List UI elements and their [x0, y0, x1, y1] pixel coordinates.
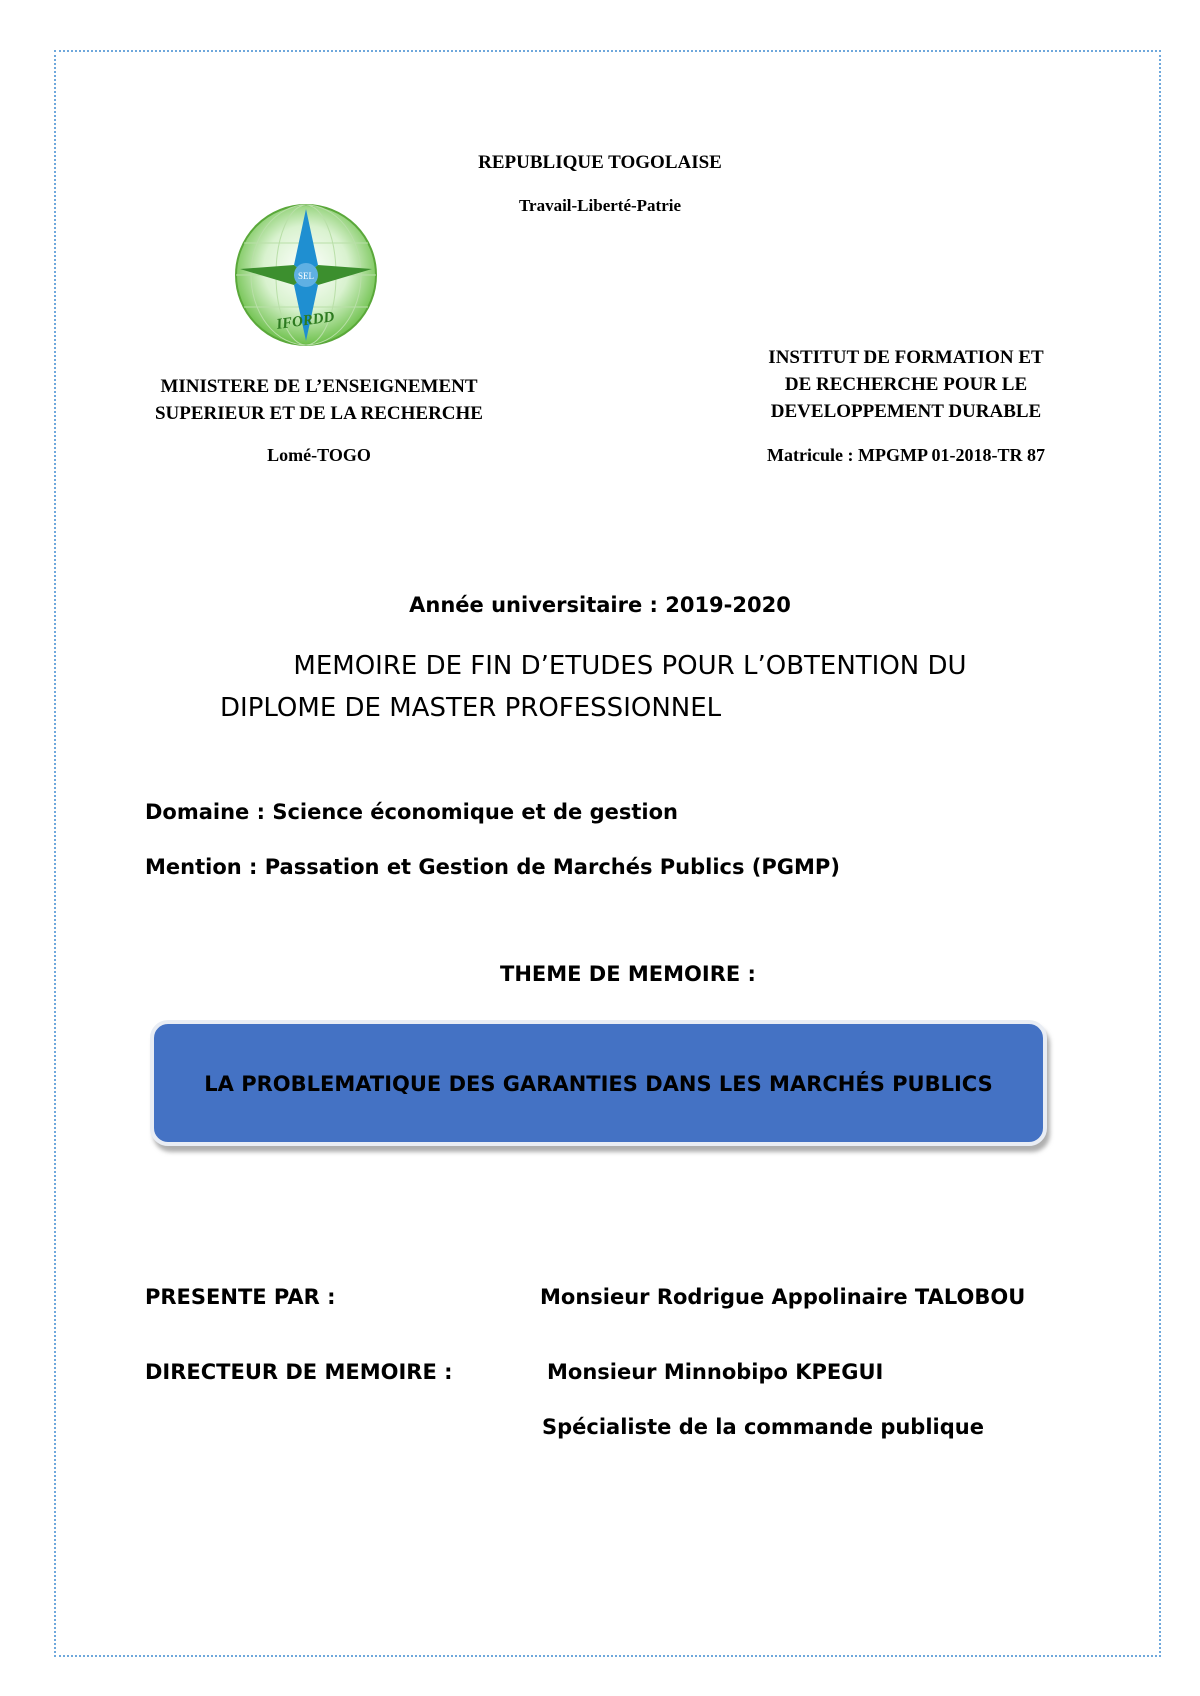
institute-name: [720, 344, 1092, 425]
academic-year: Année universitaire : 2019-2020: [409, 593, 791, 617]
compass-star-globe-logo: [226, 203, 386, 355]
national-motto: Travail-Liberté-Patrie: [518, 196, 682, 215]
matricule: Matricule : MPGMP 01-2018-TR 87: [767, 445, 1045, 465]
institute-line-1: INSTITUT DE FORMATION ET: [768, 347, 1044, 368]
mention: Mention : Passation et Gestion de Marchés Publics (PGMP): [145, 855, 840, 879]
logo-center-text: SEL: [297, 271, 315, 281]
theme-title: LA PROBLEMATIQUE DES GARANTIES DANS LES MARCHÉS PUBLICS: [204, 1072, 993, 1096]
memoire-title: [180, 645, 1080, 729]
memoire-title-line-2: DIPLOME DE MASTER PROFESSIONNEL: [220, 693, 722, 723]
country-heading: REPUBLIQUE TOGOLAISE: [478, 152, 722, 173]
ministry-city: Lomé-TOGO: [267, 445, 371, 465]
ministry-name: [112, 373, 526, 427]
ministry-line-1: MINISTERE DE L’ENSEIGNEMENT: [160, 376, 478, 397]
memoire-title-line-1: MEMOIRE DE FIN D’ETUDES POUR L’OBTENTION DU: [293, 651, 967, 681]
director-title: Spécialiste de la commande publique: [542, 1415, 984, 1439]
theme-box: [150, 1020, 1047, 1146]
ministry-line-2: SUPERIEUR ET DE LA RECHERCHE: [154, 403, 483, 424]
logo-ring-text: IFORDD: [275, 309, 336, 334]
institute-line-2: DE RECHERCHE POUR LE: [784, 374, 1028, 395]
director-label: DIRECTEUR DE MEMOIRE :: [145, 1360, 453, 1384]
domaine: Domaine : Science économique et de gestion: [145, 800, 678, 824]
institute-line-3: DEVELOPPEMENT DURABLE: [770, 401, 1042, 422]
theme-label: THEME DE MEMOIRE :: [500, 962, 756, 986]
presented-by-name: Monsieur Rodrigue Appolinaire TALOBOU: [540, 1285, 1026, 1309]
director-name: Monsieur Minnobipo KPEGUI: [547, 1360, 884, 1384]
presented-by-label: PRESENTE PAR :: [145, 1285, 336, 1309]
